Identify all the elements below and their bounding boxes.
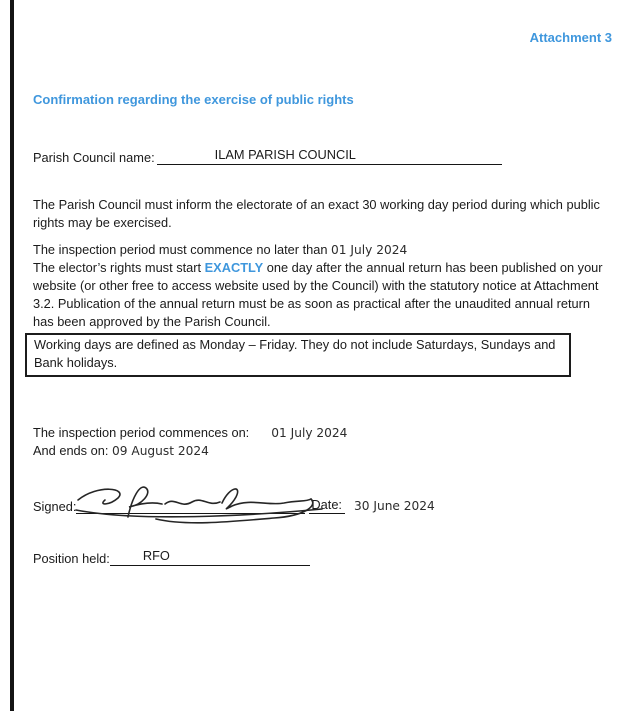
commences-label: The inspection period commences on:	[33, 425, 250, 440]
signed-label: Signed:	[33, 499, 77, 514]
paragraph-inform-electorate: The Parish Council must inform the electorate of an exact 30 working day period during which public rights may be exercised.	[33, 197, 600, 230]
elector-rights-post: one day after the annual return has been published on your website (or other free to access website used by the Council) with the statutory notice at Attachment 3.2. Publication of the annual return must be as soon as practical after the unaudited annual return has been approved by the Parish Council.	[33, 260, 603, 329]
parish-council-name-label: Parish Council name:	[33, 150, 155, 165]
ends-line	[33, 442, 533, 460]
parish-council-name-value: ILAM PARISH COUNCIL	[214, 147, 356, 162]
commence-no-later-line	[33, 241, 605, 259]
elector-rights-text	[33, 259, 605, 331]
working-days-note-text: Working days are defined as Monday – Friday. They do not include Saturdays, Sundays and Bank holidays.	[34, 337, 556, 370]
attachment-label: Attachment 3	[529, 30, 612, 45]
date-label: Date:	[309, 497, 345, 514]
position-held-value: RFO	[142, 548, 170, 563]
ends-label: And ends on:	[33, 443, 109, 458]
commences-date-value: 01 July 2024	[271, 426, 348, 440]
parish-council-name-row	[33, 146, 502, 165]
commence-no-later-date-value: 01 July 2024	[331, 243, 408, 257]
inspection-period-block	[33, 424, 533, 460]
working-days-note-box	[25, 333, 571, 377]
paragraph-inspection-rules	[33, 241, 605, 331]
scan-artifact-edge-line	[10, 0, 14, 711]
position-held-label: Position held:	[33, 551, 110, 566]
date-value: 30 June 2024	[354, 499, 435, 513]
signature-line	[76, 498, 305, 514]
exactly-emphasis: EXACTLY	[204, 260, 264, 275]
commences-line	[33, 424, 533, 442]
signed-row	[33, 497, 435, 514]
commence-no-later-text: The inspection period must commence no later than	[33, 242, 332, 257]
position-held-field	[110, 547, 310, 566]
elector-rights-pre: The elector’s rights must start	[33, 260, 205, 275]
page-title: Confirmation regarding the exercise of public rights	[33, 92, 354, 107]
position-held-row	[33, 547, 310, 566]
ends-date-value: 09 August 2024	[111, 444, 209, 458]
parish-council-name-field	[157, 146, 502, 165]
